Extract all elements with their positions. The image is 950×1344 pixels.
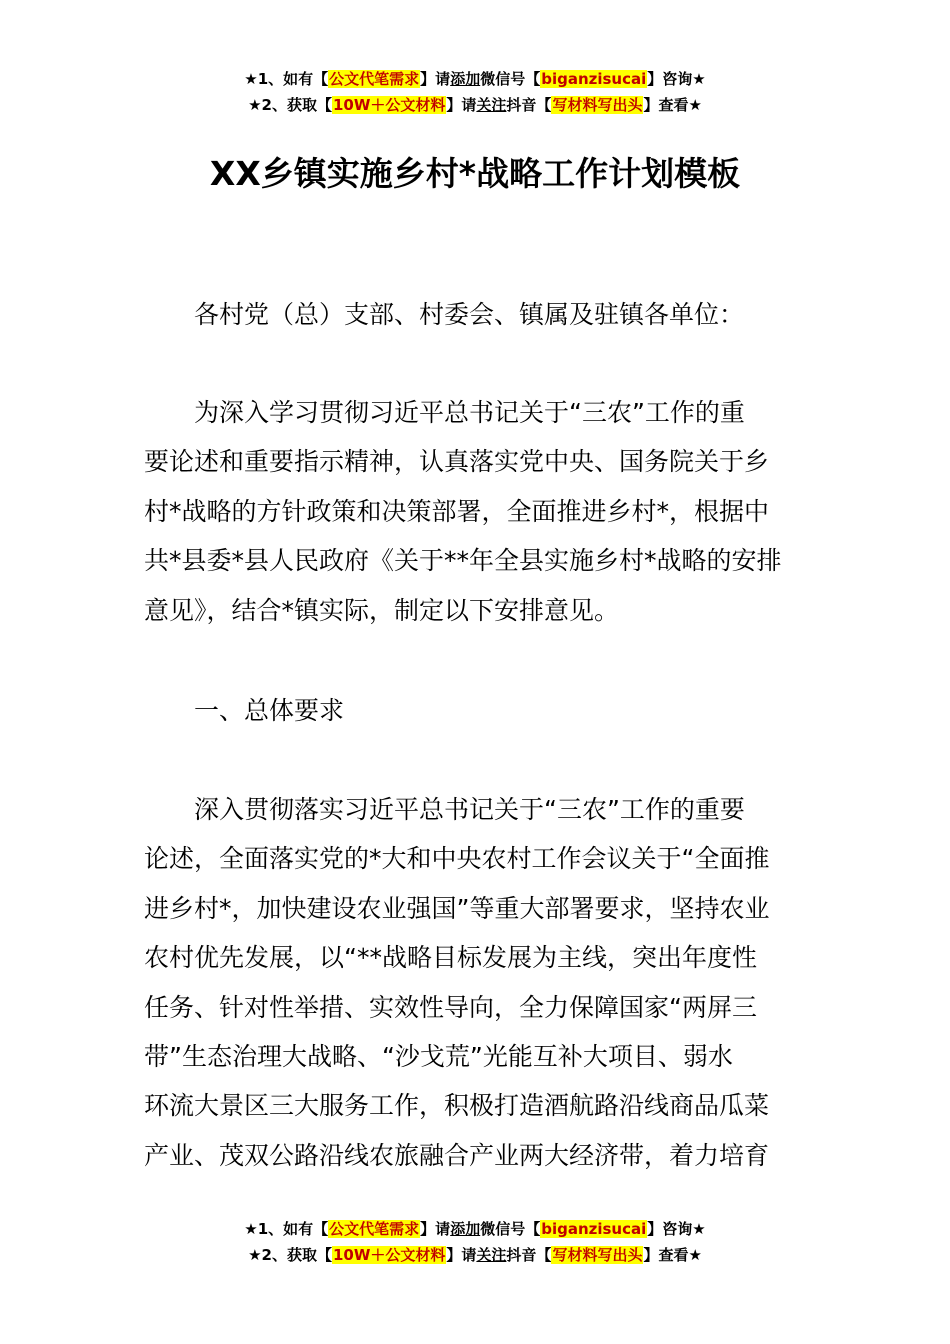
document-title: XX乡镇实施乡村*战略工作计划模板 bbox=[209, 154, 741, 193]
text-line: 产业、茂双公路沿线农旅融合产业两大经济带，着力培育 bbox=[144, 1140, 770, 1170]
highlight-wechat-id: biganzisucai bbox=[541, 1220, 647, 1238]
banner-line-2: ★2、获取【10W＋公文材料】请关注抖音【写材料写出头】查看★ bbox=[248, 1246, 702, 1264]
highlight-douyin-id: 写材料写出头 bbox=[552, 96, 643, 114]
text-line: 任务、针对性举措、实效性导向，全力保障国家“两屏三 bbox=[144, 992, 757, 1022]
text-line: 意见》，结合*镇实际，制定以下安排意见。 bbox=[144, 595, 620, 625]
header-banner bbox=[0, 66, 950, 118]
text-line: 村*战略的方针政策和决策部署，全面推进乡村*，根据中 bbox=[144, 496, 770, 526]
section-heading: 一、总体要求 bbox=[194, 696, 345, 725]
banner-line-1: ★1、如有【公文代笔需求】请添加微信号【biganzisucai】咨询★ bbox=[244, 1220, 706, 1238]
highlight-materials: 10W＋公文材料 bbox=[332, 96, 446, 114]
banner-line-1: ★1、如有【公文代笔需求】请添加微信号【biganzisucai】咨询★ bbox=[244, 70, 706, 88]
section-paragraph bbox=[144, 785, 808, 1180]
banner-line-2: ★2、获取【10W＋公文材料】请关注抖音【写材料写出头】查看★ bbox=[248, 96, 702, 114]
text-line: 带”生态治理大战略、“沙戈荒”光能互补大项目、弱水 bbox=[144, 1042, 733, 1072]
text-line: 要论述和重要指示精神，认真落实党中央、国务院关于乡 bbox=[144, 447, 770, 477]
text-line: 进乡村*，加快建设农业强国”等重大部署要求，坚持农业 bbox=[144, 893, 770, 923]
text-line: 论述，全面落实党的*大和中央农村工作会议关于“全面推 bbox=[144, 844, 770, 874]
text-line: 共*县委*县人民政府《关于**年全县实施乡村*战略的安排 bbox=[144, 546, 782, 576]
intro-paragraph bbox=[144, 388, 808, 635]
text-line: 深入贯彻落实习近平总书记关于“三农”工作的重要 bbox=[194, 795, 745, 824]
highlight-service: 公文代笔需求 bbox=[329, 70, 420, 88]
salutation: 各村党（总）支部、村委会、镇属及驻镇各单位： bbox=[194, 300, 745, 329]
footer-banner bbox=[0, 1216, 950, 1268]
highlight-wechat-id: biganzisucai bbox=[541, 70, 647, 88]
highlight-service: 公文代笔需求 bbox=[329, 1220, 420, 1238]
highlight-materials: 10W＋公文材料 bbox=[332, 1246, 446, 1264]
text-line: 为深入学习贯彻习近平总书记关于“三农”工作的重 bbox=[194, 398, 745, 427]
text-line: 农村优先发展，以“**战略目标发展为主线，突出年度性 bbox=[144, 943, 757, 973]
text-line: 环流大景区三大服务工作，积极打造酒航路沿线商品瓜菜 bbox=[144, 1091, 770, 1121]
highlight-douyin-id: 写材料写出头 bbox=[552, 1246, 643, 1264]
